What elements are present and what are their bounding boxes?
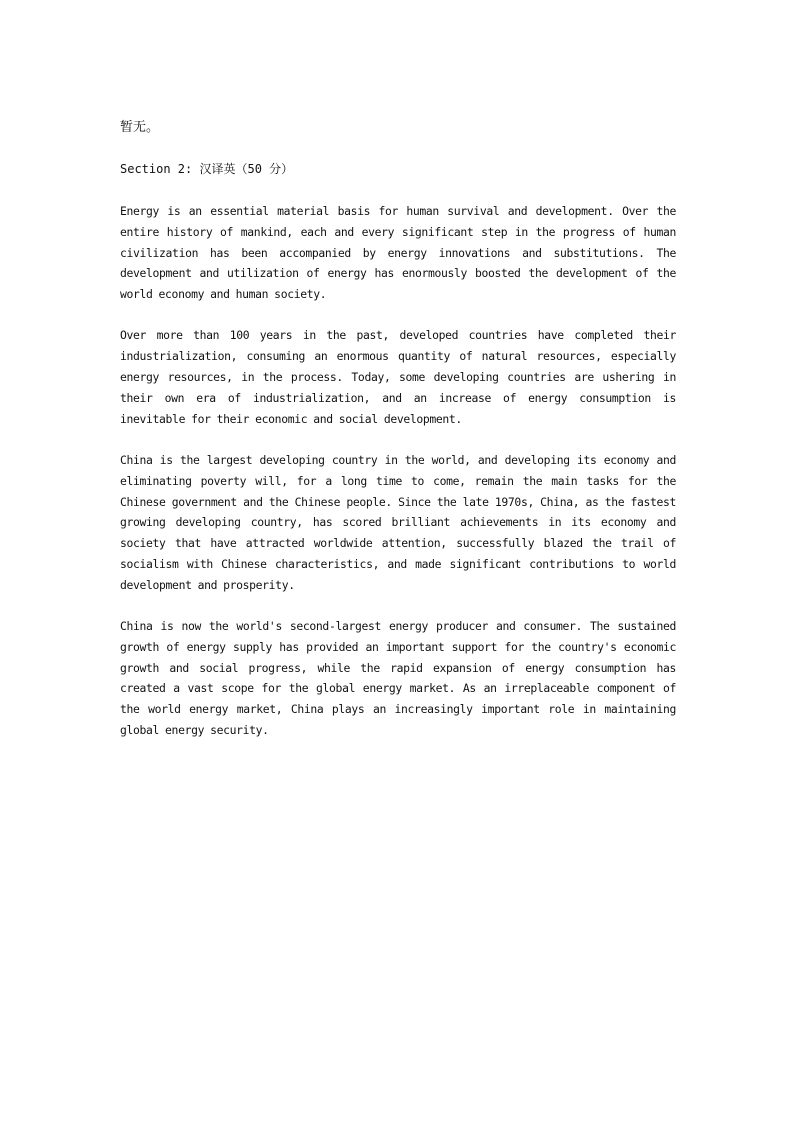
paragraph-1: Energy is an essential material basis for human survival and development. Over the entire history of mankind, each and every significant step in the progress of human civilization has been accompanied by energy innovations and substitutions. The development and utilization of energy has enormously boosted the development of the world economy and human society. (120, 204, 676, 302)
paragraph-4: China is now the world's second-largest energy producer and consumer. The sustained growth of energy supply has provided an important support for the country's economic growth and social progress, while the rapid expansion of energy consumption has created a vast scope for the global energy market. As an irreplaceable component of the world energy market, China plays an increasingly important role in maintaining global energy security. (120, 619, 676, 738)
paragraph-3: China is the largest developing country in the world, and developing its economy and eliminating poverty will, for a long time to come, remain the main tasks for the Chinese government and the Chinese people. Since the late 1970s, China, as the fastest growing developing country, has scored brilliant achievements in its economy and society that have attracted worldwide attention, successfully blazed the trail of socialism with Chinese characteristics, and made significant contributions to world development and prosperity. (120, 452, 676, 592)
document-page (120, 118, 676, 761)
note-text: 暂无。 (120, 120, 160, 135)
paragraph-2: Over more than 100 years in the past, developed countries have completed their industrialization, consuming an enormous quantity of natural resources, especially energy resources, in the process. Today, some developing countries are ushering in their own era of industrialization, and an increase of energy consumption is inevitable for their economic and social development. (120, 328, 676, 426)
section-title: Section 2: 汉译英（50 分） (120, 162, 294, 176)
